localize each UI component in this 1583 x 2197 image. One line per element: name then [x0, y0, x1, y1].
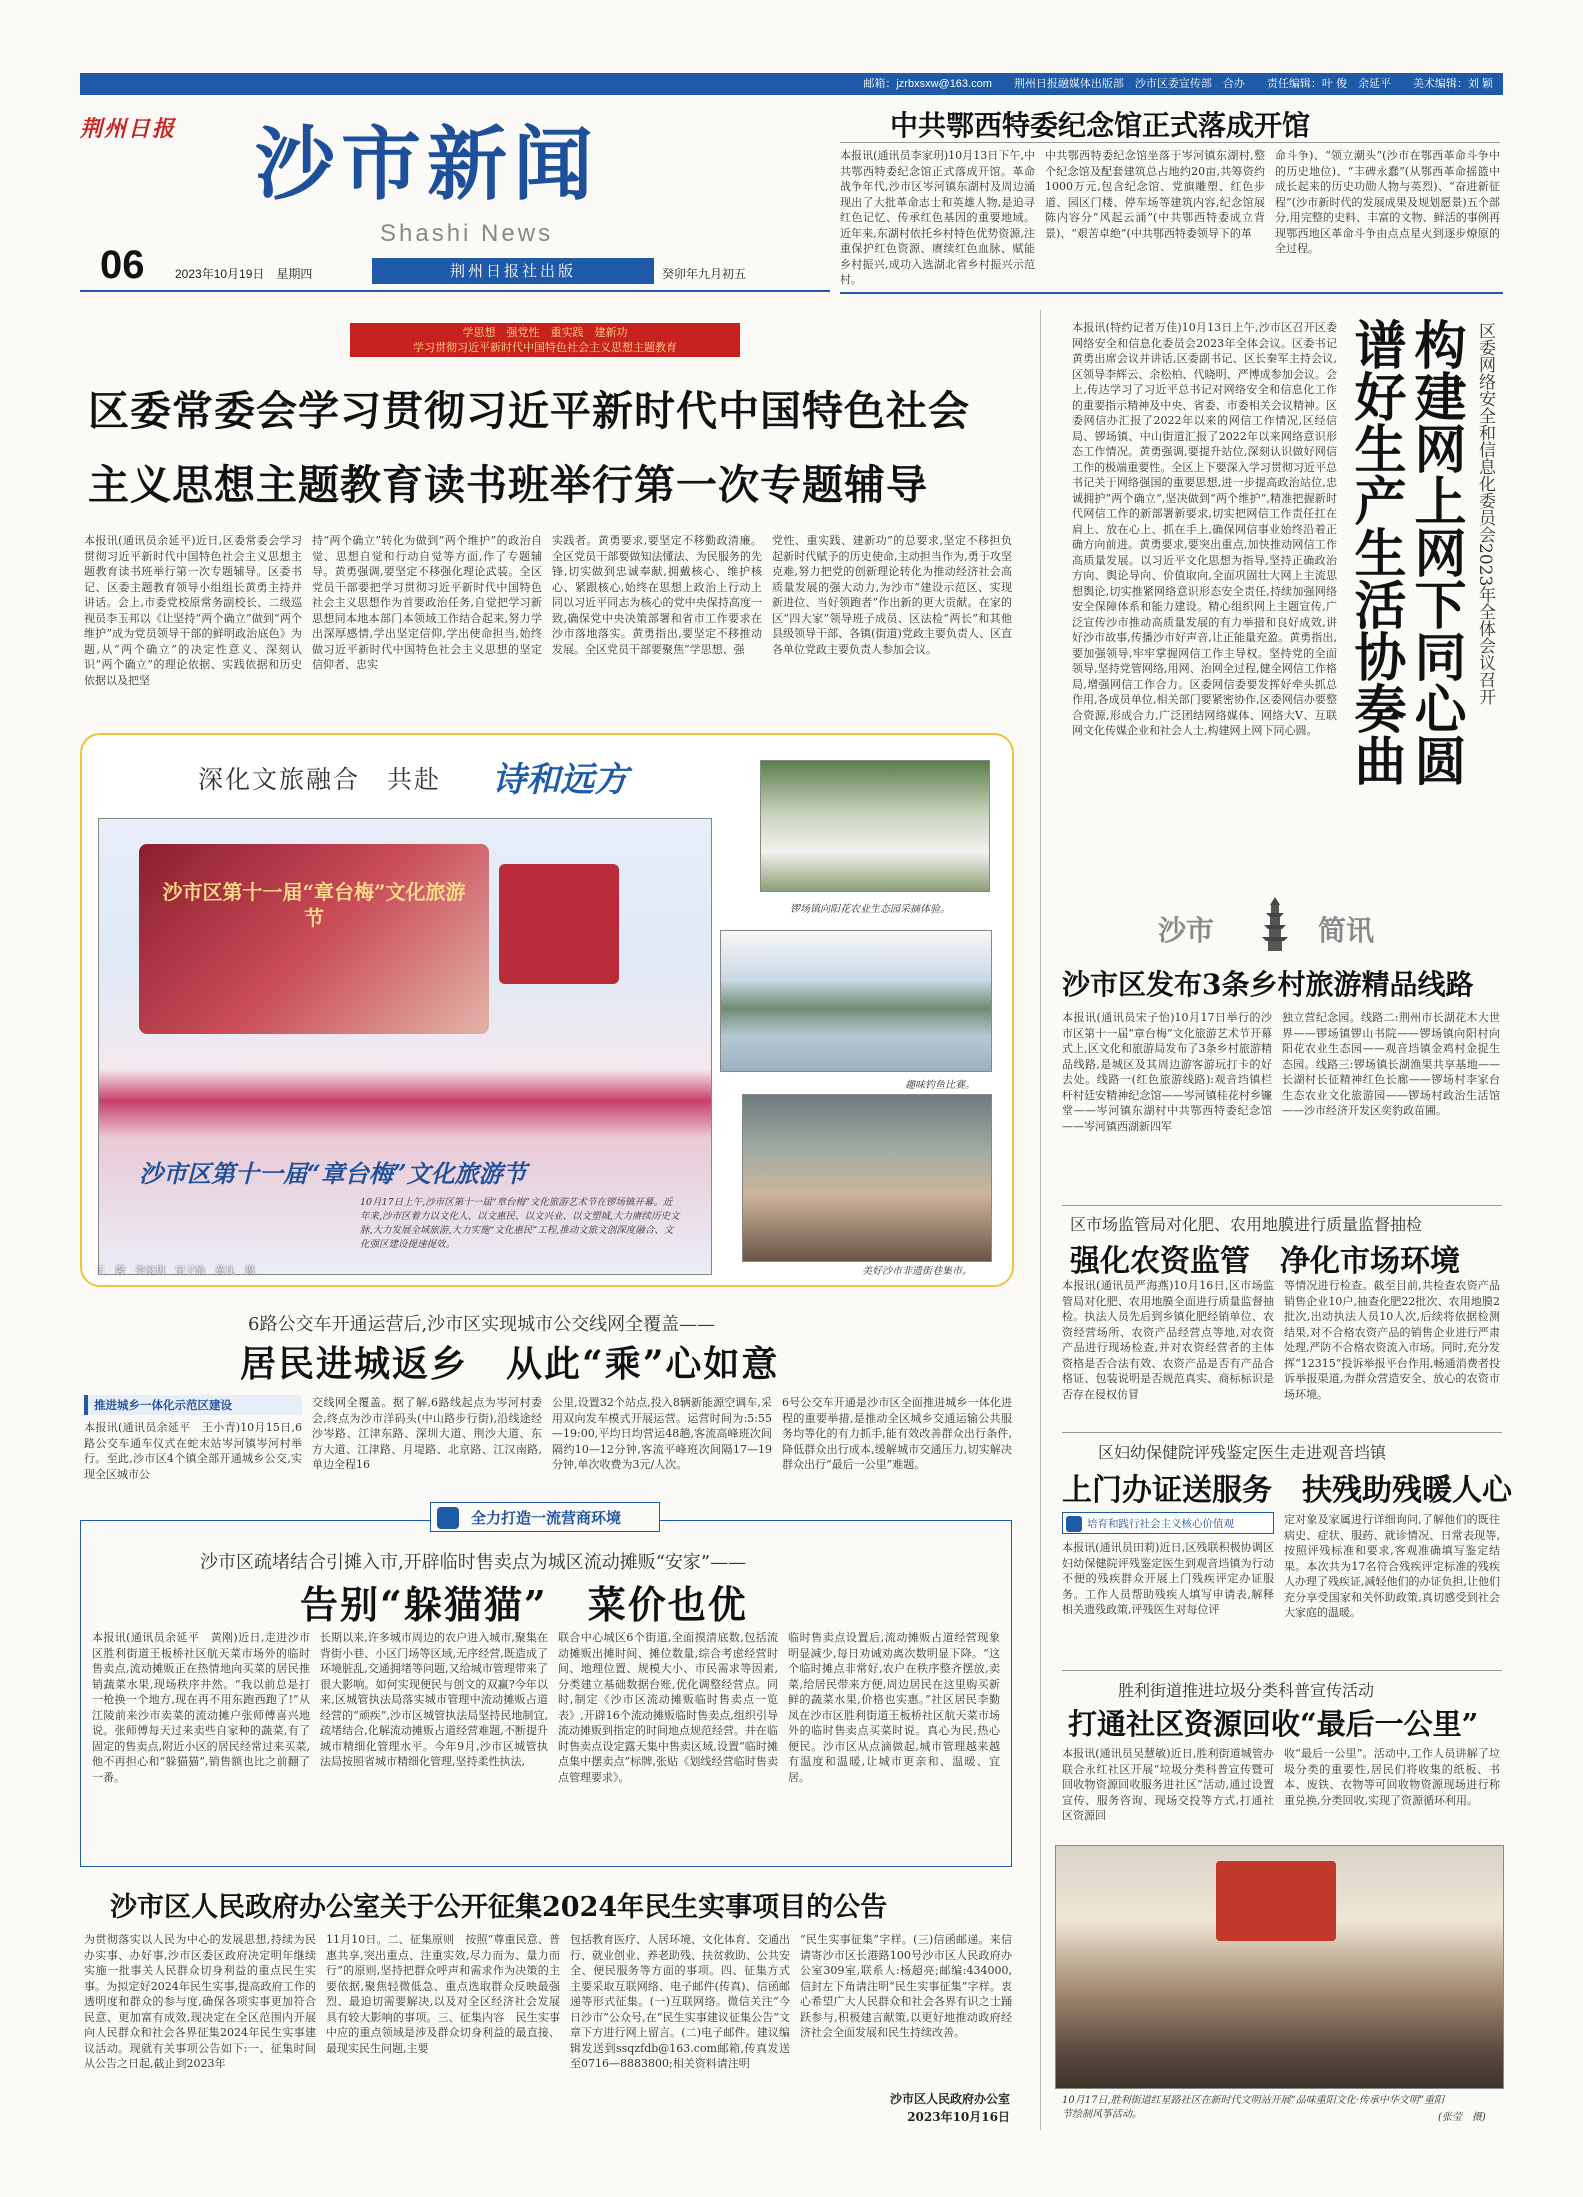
- waste-title: 打通社区资源回收“最后一公里”: [1068, 1707, 1479, 1741]
- waste-col-1: 本报讯(通讯员吴慧敏)近日,胜利街道城管办联合永红社区开展“垃圾分类科普宣传暨可回收物资源回收服务进社区”活动,通过设置宣传、服务咨询、现场交投等方式,打通社区资源回: [1062, 1747, 1274, 1822]
- market-kicker: 区市场监管局对化肥、农用地膜进行质量监督抽检: [1070, 1215, 1423, 1234]
- stage-banner-text: 沙市区第十一届“章台梅”文化旅游节: [139, 1159, 527, 1188]
- top-info-bar: 邮箱：jzrbxsxw@163.com 荆州日报融媒体出版部 沙市区委宣传部 合办 责任编辑：叶 俊 余延平 美术编辑：刘 颖: [80, 73, 1503, 95]
- bus-title: 居民进城返乡 从此“乘”心如意: [240, 1343, 780, 1385]
- tourism-col-1: 本报讯(通讯员宋子怡)10月17日举行的沙市区第十一届“章台梅”文化旅游艺术节开幕式上,区文化和旅游局发布了3条乡村旅游精品线路,是城区及其周边游客游玩打卡的好去处。线路一(红色旅游线路):观音垱镇栏杆村廷安精神纪念馆——岑河镇桂花村乡镰堂——岑河镇东湖村中共鄂西特委纪念馆——岑河镇西湖新四军: [1062, 1011, 1272, 1133]
- bus-label: 推进城乡一体化示范区建设: [84, 1395, 302, 1415]
- bus-col-4: 6号公交车开通是沙市区全面推进城乡一体化进程的重要举措,是推动全区城乡交通运输公共服务均等化的有力抓手,能有效改善群众出行条件,降低群众出行成本,缓解城市交通压力,切实解决群众出行“最后一公里”难题。: [782, 1396, 1012, 1471]
- main-title-line-2: 主义思想主题教育读书班举行第一次专题辅导: [88, 461, 928, 509]
- memorial-col-1: 本报讯(通讯员李家玥)10月13日下午,中共鄂西特委纪念馆正式落成开馆。革命战争年代,沙市区岑河镇东湖村及周边涌现出了大批革命志士和英雄人物,是迫寻红色记忆、传承红色基因的重要地域。近年来,东湖村依托乡村特色优势资源,注重保护红色资源、赓续红色血脉、赋能乡村振兴,成功入选湖北省乡村振兴示范村。: [840, 149, 1035, 286]
- business-badge-icon: [437, 1507, 459, 1529]
- brief-header-right: 简讯: [1318, 914, 1375, 947]
- stage-sign-text: 沙市区第十一届“章台梅”文化旅游节: [162, 880, 466, 930]
- section-title-en: Shashi News: [380, 220, 554, 247]
- health-kicker: 区妇幼保健院评残鉴定医生走进观音垱镇: [1098, 1443, 1387, 1462]
- bus-col-1: 本报讯(通讯员余延平 王小青)10月15日,6路公交车通车仪式在蛇末站岑河镇岑河村举行。至此,沙市区4个镇全部开通城乡公交,实现全区城市公: [84, 1421, 302, 1481]
- market-title: 强化农资监管 净化市场环境: [1070, 1244, 1460, 1279]
- notice-date: 2023年10月16日: [907, 2110, 1010, 2124]
- notice-col-2: 11月10日。二、征集原则 按照“尊重民意、普惠共享,突出重点、注重实效,尽力而为、量力而行”的原则,坚持把群众呼声和需求作为决策的主要依据,聚焦轻微低急、重点选取群众反映最强烈、最迫切需要解决,以及对全区经济社会发展具有较大影响的事项。三、征集内容 民生实事中应的重点领域是涉及群众切身利益的最直接、最现实民生问题,主要: [326, 1933, 560, 2055]
- notice-col-4: “民生实事征集”字样。(三)信函邮递。来信请寄沙市区长港路100号沙市区人民政府办公室309室,联系人:杨超亮;邮编:434000,信封左下角请注明“民生实事征集”字样。衷心希望广大人民群众和社会各界有识之士踊跃参与,积极建言献策,以更好地推动政府经济社会全面发展和民生持续改善。: [800, 1933, 1012, 2039]
- tourism-col-2: 独立营纪念园。线路二:荆州市长湖花木大世界——锣场镇锣山书院——锣场镇向阳村向阳花农业生态园——观音垱镇金鸡村金捉生态园。线路三:锣场镇长湖渔果共享基地——长湖村长征精神红色长廊——锣场村李家台生态农业文化旅游园——锣场村政治生活馆——沙市经济开发区奕豹政苗圃。: [1282, 1011, 1500, 1117]
- notice-col-3: 包括教育医疗、人居环境、文化体育、交通出行、就业创业、养老助残、扶贫救助、公共安全、便民服务等方面的事项。四、征集方式 主要采取互联网络、电子邮件(传真)、信函邮递等形式征集。(一)互联网络。微信关注“今日沙市”公众号,在“民生实事建议征集公告”文章下方进行网上留言。(二)电子邮件。建议编辑发送到ssqzfdb@163.com邮箱,传真发送至0716—8883800;相关资料请注明: [570, 1933, 801, 2070]
- page-number: 06: [100, 243, 145, 287]
- health-label: [1062, 1512, 1274, 1534]
- kite-photo-caption: 10月17日,胜利街道红星路社区在新时代文明站开展“品味重阳文化·传承中华文明”重阳节绘制风筝活动。: [1062, 2095, 1445, 2120]
- waste-col-2: 收“最后一公里”。活动中,工作人员讲解了垃圾分类的重要性,居民们将收集的纸板、书本、废铁、衣物等可回收物资源现场进行称重兑换,分类回收,实现了资源循环利用。: [1284, 1747, 1500, 1807]
- tourism-title: 沙市区发布3条乡村旅游精品线路: [1062, 968, 1474, 1001]
- photo-credit: 王 馨 李家玥 宋子怡 黄凡 摄: [95, 1266, 255, 1277]
- vendor-col-2: 长期以来,许多城市周边的农户进入城市,聚集在背街小巷、小区门场等区域,无序经营,既造成了环境脏乱,交通拥堵等问题,又给城市管理带来了很大影响。如何实现便民与创文的双赢?今年以来,区城管执法局落实城市管理中流动摊贩占道经营的“顽疾”,沙市区城管执法局坚持民地制宜,疏堵结合,化解流动摊贩占道经营难题,不断提升城市精细化管理水平。今年9月,沙市区城管执法局按照省城市精细化管理,坚持柔性执法,: [320, 1631, 548, 1768]
- fishing-caption: 趣味钓鱼比赛。: [905, 1080, 975, 1091]
- memorial-title: 中共鄂西特委纪念馆正式落成开馆: [890, 109, 1311, 142]
- section-title: 沙市新闻: [255, 117, 599, 211]
- picking-caption: 锣场镇向阳花农业生态园采摘体验。: [790, 904, 950, 915]
- health-title: 上门办证送服务 扶残助残暖人心: [1062, 1473, 1512, 1508]
- stage-sign-2: [499, 864, 619, 984]
- feature-main-caption: 10月17日上午,沙市区第十一届“章台梅”文化旅游艺术节在锣场镇开幕。近年来,沙市区着力以文化人、以文惠民、以文兴业、以文塑城,大力赓续历史文脉,大力发展全域旅游,大力实施“文化惠民”工程,推动文旅文创深度融合、文化强区建设提速提效。: [360, 1197, 680, 1250]
- memorial-col-2: 中共鄂西特委纪念馆坐落于岑河镇东湖村,整个纪念馆及配套建筑总占地约20亩,共筹资约1000万元,包含纪念馆、党旗雕塑、红色步道、园区门楼、停车场等建筑内容,纪念馆展陈内容分“风起云涌”(中共鄂西特委成立背景)、“艰苦卓绝”(中共鄂西特委领导下的革: [1045, 149, 1265, 240]
- main-col-4: 党性、重实践、建新功”的总要求,坚定不移担负起新时代赋予的历史使命,主动担当作为,勇于攻坚克难,努力把党的创新理论转化为推动经济社会高质量发展的强大动力,为沙市“建设示范区、实现新进位、当好领跑者”作出新的更大贡献。在家的区“四大家”领导班子成员、区法检“两长”和其他县级领导干部、各镇(街道)党政主要负责人、区直各单位党政主要负责人参加会议。: [772, 534, 1012, 656]
- brief-header-left: 沙市: [1158, 914, 1215, 947]
- main-title-line-1: 区委常委会学习贯彻习近平新时代中国特色社会: [88, 387, 970, 435]
- market-photo: [742, 1094, 992, 1262]
- issue-date: 2023年10月19日 星期四: [175, 267, 313, 281]
- publisher-badge: 荆州日报社出版: [372, 258, 654, 284]
- health-label-text: 培育和践行社会主义核心价值观: [1087, 1518, 1234, 1530]
- paper-logo: 荆州日报: [80, 116, 177, 142]
- tourism-rule: [1062, 1205, 1502, 1206]
- main-col-3: 实践者。黄勇要求,要坚定不移勤政清廉。全区党员干部要做知法懂法、为民服务的先锋,切实做到忠诚奉献,拥戴核心、维护核心、紧跟核心,始终在思想上政治上行动上同以习近平同志为核心的党中央保持高度一致,确保党中央决策部署和省市工作要求在沙市落地落实。黄勇指出,要坚定不移推动发展。全区党员干部要聚焦“学思想、强: [552, 534, 762, 656]
- market-caption: 美好沙市非遗街巷集市。: [862, 1266, 972, 1277]
- memorial-bottom-rule: [840, 292, 1503, 294]
- network-vertical-kicker: 区委网络安全和信息化委员会2023年全体会议召开: [1475, 322, 1495, 706]
- kite-activity-photo: [1055, 1845, 1504, 2089]
- vendor-col-1: 本报讯(通讯员余延平 黄刚)近日,走进沙市区胜利街道王板桥社区航天菜市场外的临时售卖点,流动摊贩正在热情地向买菜的居民推销蔬菜水果,现场秩序井然。“我以前总是打一枪换一个地方,现在再不用东跑西跑了!”从江陵前来沙市卖菜的流动摊户张师傅喜兴地说。张师傅每天过来卖些自家种的蔬菜,有了固定的售卖点,附近小区的居民经常过来买菜,他不再担心和“躲猫猫”,销售额也比之前翻了一番。: [92, 1631, 310, 1784]
- notice-title: 沙市区人民政府办公室关于公开征集2024年民生实事项目的公告: [110, 1892, 888, 1923]
- health-rule: [1062, 1670, 1502, 1671]
- masthead-rule: [80, 290, 830, 292]
- pagoda-icon: [1258, 895, 1292, 951]
- notice-signer: 沙市区人民政府办公室: [889, 2092, 1010, 2106]
- bus-col-3: 公里,设置32个站点,投入8辆新能源空调车,采用双向发车模式开展运营。运营时间为:5:55—19:00,平均日均营运48趟,客流高峰班次间隔约10—12分钟,客流平峰班次间隔17—19分钟,单次收费为3元/人次。: [552, 1396, 772, 1471]
- notice-col-1: 为贯彻落实以人民为中心的发展思想,持续为民办实事、办好事,沙市区委区政府决定明年继续实施一批事关人民群众切身利益的重点民生实事。为拟定好2024年民生实事,提高政府工作的透明度和群众的参与度,确保各项实事更加符合民意、更加富有成效,现决定在全区范围内开展向人民群众和社会各界征集2024年民生实事建议活动。现就有关事项公告如下:一、征集时间 从公告之日起,截止到2023年: [84, 1933, 327, 2070]
- brief-header: [1158, 895, 1413, 953]
- business-label-text: 全力打造一流营商环境: [471, 1509, 622, 1527]
- health-col-1: 本报讯(通讯员田莉)近日,区残联积极协调区妇幼保健院评残鉴定医生到观音垱镇为行动不便的残疾群众开展上门残疾评定办证服务。工作人员帮助残疾人填写申请表,解释相关遗残政策,评残医生对每位评: [1062, 1541, 1274, 1616]
- network-title-col-1: 构建网上网下同心圆: [1405, 318, 1466, 786]
- lunar-date: 癸卯年九月初五: [662, 267, 747, 281]
- stage-backdrop: [139, 844, 489, 1034]
- network-body: 本报讯(特约记者万佳)10月13日上午,沙市区召开区委网络安全和信息化委员会2023年全体会议。区委书记黄勇出席会议并讲话,区委副书记、区长秦军主持会议,区领导李辉云、余松柏、代晓明、严博成参加会议。会上,传达学习了习近平总书记对网络安全和信息化工作的重要指示精神及中央、省委、市委相关会议精神。区委网信办汇报了2022年以来的网信工作情况,区经信局、锣场镇、中山街道汇报了2022年以来网络意识形态工作情况。黄勇强调,要提升站位,深刻认识做好网信工作的极端重要性。全区上下要深入学习贯彻习近平总书记关于网络强国的重要思想,进一步提高政治站位,忠诚拥护“两个确立”,坚决做到“两个维护”,精准把握新时代网信工作的新部署新要求,切实把网信工作责任扛在肩上、放在心上、抓在手上,确保网信事业始终沿着正确方向前进。黄勇要求,要突出重点,加快推动网信工作高质量发展。以习近平文化思想为指导,坚持正确政治方向、舆论导向、价值取向,全面巩固壮大网上主流思想舆论,切实推紧网络意识形态安全责任,持续加强网络安全保障体系和能力建设。精心组织网上主题宣传,广泛宣传沙市推动高质量发展的有力举措和良好成效,讲好沙市故事,传播沙市好声音,让正能量充盈。黄勇指出,要加强领导,牢牢掌握网信工作主导权。坚持党的全面领导,坚持党管网络,用网、治网全过程,健全网信工作格局,增强网信工作合力。区委网信委要发挥好牵头抓总作用,各成员单位,相关部门要紧密协作,区委网信办要整合资源,形成合力,广泛团结网络媒体、网络大V、互联网文化传媒企业和社会人士,构建网上网下同心圆。: [1072, 321, 1337, 737]
- market-col-1: 本报讯(通讯员严海燕)10月16日,区市场监管局对化肥、农用地膜全面进行质量监督抽检。执法人员先后到乡镇化肥经销单位、农资经营场所、农资产品经营点等地,对农资产品进行现场检查,并对农资经营者的主体资格是否合法有效、农资产品是否有产品合格证、包装说明是否规范真实、商标标识是否存在侵权仿冒: [1062, 1279, 1274, 1401]
- values-badge-icon: [1066, 1516, 1082, 1532]
- network-title-col-2: 谱好生产生活协奏曲: [1345, 318, 1406, 786]
- kite-photo-credit: (张莹 摄): [1438, 2112, 1486, 2123]
- waste-kicker: 胜利街道推进垃圾分类科普宣传活动: [1118, 1681, 1375, 1700]
- column-divider: [1040, 310, 1041, 2130]
- photo-feature-banner: 深化文旅融合 共赴: [198, 765, 442, 794]
- picking-photo: [760, 760, 990, 892]
- memorial-rule: [840, 142, 1500, 143]
- market-col-2: 等情况进行检查。截至目前,共检查农资产品销售企业10户,抽查化肥22批次、农用地膜2批次,出动执法人员10人次,后续将依据检测结果,对不合格农资产品的销售企业进行严肃处理,严防不合格农资流入市场。同时,充分发挥“12315”投诉举报平台作用,畅通消费者投诉举报渠道,为群众营造安全、放心的农资市场环境。: [1284, 1279, 1500, 1401]
- ribbon-line-2: 学习贯彻习近平新时代中国特色社会主义思想主题教育: [413, 341, 677, 354]
- vendor-col-4: 临时售卖点设置后,流动摊贩占道经营现象明显减少,每日劝诫劝离次数明显下降。“这个临时摊点非常好,农户在秩序整齐摆放,卖菜,给居民带来方便,周边居民在这里购买新鲜的蔬菜水果,价格也实惠。”社区居民李勤凤在沙市区胜利街道王板桥社区航天菜市场外的临时售卖点买菜时说。真心为民,热心便民。沙市区从点滴做起,城市管理越来越有温度和温暖,让城市更亲和、温暖、宜居。: [788, 1631, 1000, 1784]
- ribbon-line-1: 学思想 强党性 重实践 建新功: [462, 326, 628, 339]
- theme-ribbon: [350, 323, 740, 357]
- vendor-col-3: 联合中心城区6个街道,全面摸清底数,包括流动摊贩出摊时间、摊位数量,综合考虑经营时间、地理位置、规模大小、市民需求等因素,分类建立基础数据台账,优化调整经营点。同时,制定《沙市区流动摊贩临时售卖点一览表》,开辟16个流动摊贩临时售卖点,组织引导流动摊贩到指定的时间地点规范经营。并在临时售卖点设定露天集中售卖区域,设置“临时摊点集中摆卖点”标牌,张贴《划线经营临时售卖点管理要求》。: [558, 1631, 778, 1784]
- kite-photo-banner: [1216, 1861, 1336, 1941]
- main-col-1: 本报讯(通讯员余延平)近日,区委常委会学习贯彻习近平新时代中国特色社会主义思想主题教育读书班举行第一次专题辅导。区委书记、区委主题教育领导小组组长黄勇主持并讲话。会上,市委党校原常务副校长、二级巡视员李玉邦以《让坚持“两个确立”做到“两个维护”成为党员领导干部的鲜明政治底色》为题,从“两个确立”的决定性意义、深刻认识“两个确立”的理论依据、实践依据和历史依据以及把坚: [84, 534, 302, 687]
- market-rule: [1062, 1432, 1502, 1433]
- vendor-title: 告别“躲猫猫” 菜价也优: [300, 1582, 748, 1627]
- bus-kicker: 6路公交车开通运营后,沙市区实现城市公交线网全覆盖——: [248, 1314, 716, 1335]
- bus-col-2: 交线网全覆盖。据了解,6路线起点为岑河村委会,终点为沙市洋码头(中山路步行街),沿线途经沙岑路、江津东路、深圳大道、荆沙大道、东方大道、江津路、月堤路、北京路、江汉南路,单边全程16: [312, 1396, 542, 1471]
- photo-feature-calligraphy: 诗和远方: [492, 760, 628, 800]
- business-label: [430, 1502, 660, 1532]
- health-col-2: 定对象及家属进行详细询问,了解他们的既往病史、症状、服药、就诊情况、日常表现等,按照评残标准和要求,客观准确填写鉴定结果。本次共为17名符合残疾评定标准的残疾人办理了残疾证,减轻他们的办证负担,让他们充分享受国家和关怀助政策,真切感受到社会大家庭的温暖。: [1284, 1513, 1500, 1619]
- vendor-kicker: 沙市区疏堵结合引摊入市,开辟临时售卖点为城区流动摊贩“安家”——: [200, 1552, 747, 1573]
- fishing-photo: [720, 930, 992, 1072]
- memorial-col-3: 命斗争)、“领立潮头”(沙市在鄂西革命斗争中的历史地位)、“丰碑永蠢”(从鄂西革命摇篮中成长起来的历史功勋人物与英烈)、“奋进新征程”(沙市新时代的发展成果及规划愿景)五个部分,用完整的史料、丰富的文物、鲜活的事例再现鄂西地区革命斗争由点点星火到逐步燎原的全过程。: [1275, 149, 1500, 255]
- main-col-2: 持“两个确立”转化为做到“两个维护”的政治自觉、思想自觉和行动自觉等方面,作了专题辅导。黄勇强调,要坚定不移强化理论武装。全区党员干部要把学习贯彻习近平新时代中国特色社会主义思想作为首要政治任务,自觉把学习新思想同本地本部门本领域工作结合起来,努力学出深厚感情,学出坚定信仰,学出使命担当,始终做习近平新时代中国特色社会主义思想的坚定信仰者、忠实: [312, 534, 542, 671]
